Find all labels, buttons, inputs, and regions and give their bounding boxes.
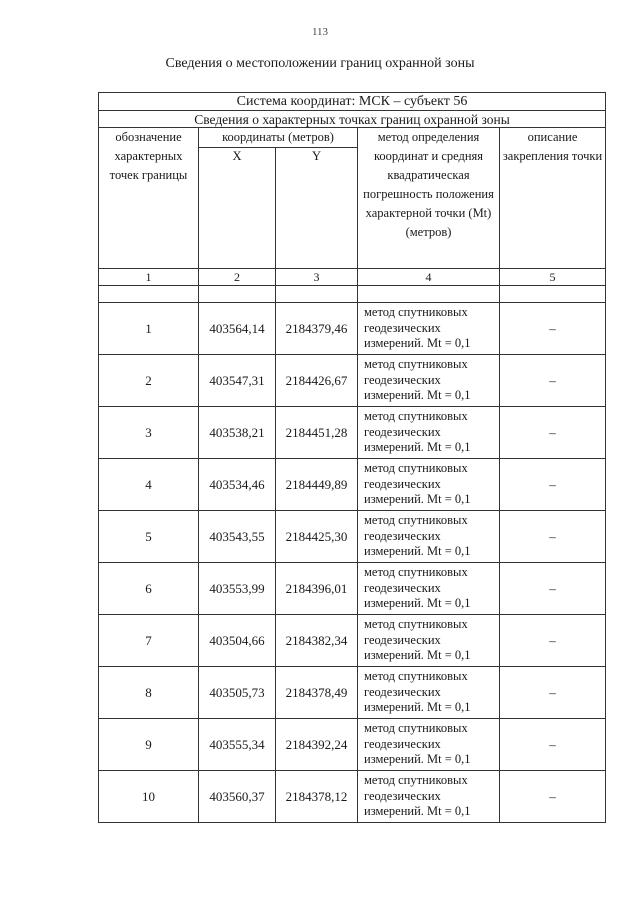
document-title: Сведения о местоположении границ охранной зоны <box>165 56 475 71</box>
description-cell: – <box>500 459 606 511</box>
point-number-cell: 7 <box>99 615 199 667</box>
description-cell: – <box>500 355 606 407</box>
table-body <box>99 303 606 823</box>
method-cell: метод спутниковых геодезических измерений. Mt = 0,1 <box>358 303 500 355</box>
y-coordinate-cell: 2184426,67 <box>276 355 358 407</box>
table-row <box>99 771 606 823</box>
column-number: 5 <box>500 269 606 286</box>
y-coordinate-cell: 2184378,49 <box>276 667 358 719</box>
x-coordinate-cell: 403534,46 <box>199 459 276 511</box>
table-row <box>99 511 606 563</box>
y-coordinate-cell: 2184382,34 <box>276 615 358 667</box>
method-cell: метод спутниковых геодезических измерений. Mt = 0,1 <box>358 511 500 563</box>
table-row <box>99 407 606 459</box>
point-number-cell: 1 <box>99 303 199 355</box>
x-coordinate-cell: 403553,99 <box>199 563 276 615</box>
description-cell: – <box>500 563 606 615</box>
x-coordinate-cell: 403560,37 <box>199 771 276 823</box>
table-row <box>99 459 606 511</box>
table-subheader: Сведения о характерных точках границ охранной зоны <box>99 111 606 128</box>
y-coordinate-cell: 2184378,12 <box>276 771 358 823</box>
description-cell: – <box>500 407 606 459</box>
page-number: 113 <box>311 26 329 38</box>
point-designation-header: обозначение характерных точек границы <box>99 128 199 269</box>
description-header: описание закрепления точки <box>500 128 606 269</box>
y-coordinate-cell: 2184396,01 <box>276 563 358 615</box>
x-coordinate-cell: 403505,73 <box>199 667 276 719</box>
description-cell: – <box>500 719 606 771</box>
y-coordinate-cell: 2184451,28 <box>276 407 358 459</box>
coordinate-system-header: Система координат: МСК – субъект 56 <box>99 93 606 111</box>
method-cell: метод спутниковых геодезических измерений. Mt = 0,1 <box>358 667 500 719</box>
method-cell: метод спутниковых геодезических измерений. Mt = 0,1 <box>358 771 500 823</box>
table-row <box>99 719 606 771</box>
method-cell: метод спутниковых геодезических измерений. Mt = 0,1 <box>358 563 500 615</box>
x-coordinate-cell: 403543,55 <box>199 511 276 563</box>
table-row <box>99 563 606 615</box>
column-number: 3 <box>276 269 358 286</box>
x-coordinate-cell: 403555,34 <box>199 719 276 771</box>
method-cell: метод спутниковых геодезических измерений. Mt = 0,1 <box>358 355 500 407</box>
description-cell: – <box>500 771 606 823</box>
method-cell: метод спутниковых геодезических измерений. Mt = 0,1 <box>358 615 500 667</box>
description-cell: – <box>500 511 606 563</box>
point-number-cell: 9 <box>99 719 199 771</box>
point-number-cell: 2 <box>99 355 199 407</box>
column-number: 2 <box>199 269 276 286</box>
method-cell: метод спутниковых геодезических измерений. Mt = 0,1 <box>358 719 500 771</box>
y-coordinate-cell: 2184392,24 <box>276 719 358 771</box>
x-coordinate-cell: 403538,21 <box>199 407 276 459</box>
x-coordinate-cell: 403564,14 <box>199 303 276 355</box>
point-number-cell: 5 <box>99 511 199 563</box>
y-coordinate-cell: 2184379,46 <box>276 303 358 355</box>
method-cell: метод спутниковых геодезических измерений. Mt = 0,1 <box>358 407 500 459</box>
point-number-cell: 4 <box>99 459 199 511</box>
y-coordinate-cell: 2184425,30 <box>276 511 358 563</box>
description-cell: – <box>500 303 606 355</box>
x-coordinate-cell: 403504,66 <box>199 615 276 667</box>
point-number-cell: 8 <box>99 667 199 719</box>
boundary-points-table <box>98 92 606 823</box>
coordinates-header: координаты (метров) <box>199 128 358 148</box>
column-number: 1 <box>99 269 199 286</box>
point-number-cell: 10 <box>99 771 199 823</box>
x-coordinate-cell: 403547,31 <box>199 355 276 407</box>
method-header: метод определения координат и средняя квадратическая погрешность положения характерной точки (Mt) (метров) <box>358 128 500 269</box>
description-cell: – <box>500 667 606 719</box>
point-number-cell: 6 <box>99 563 199 615</box>
column-number: 4 <box>358 269 500 286</box>
description-cell: – <box>500 615 606 667</box>
x-header: X <box>199 148 276 269</box>
table-row <box>99 615 606 667</box>
point-number-cell: 3 <box>99 407 199 459</box>
table-row <box>99 303 606 355</box>
y-coordinate-cell: 2184449,89 <box>276 459 358 511</box>
y-header: Y <box>276 148 358 269</box>
table-row <box>99 355 606 407</box>
method-cell: метод спутниковых геодезических измерений. Mt = 0,1 <box>358 459 500 511</box>
table-row <box>99 667 606 719</box>
